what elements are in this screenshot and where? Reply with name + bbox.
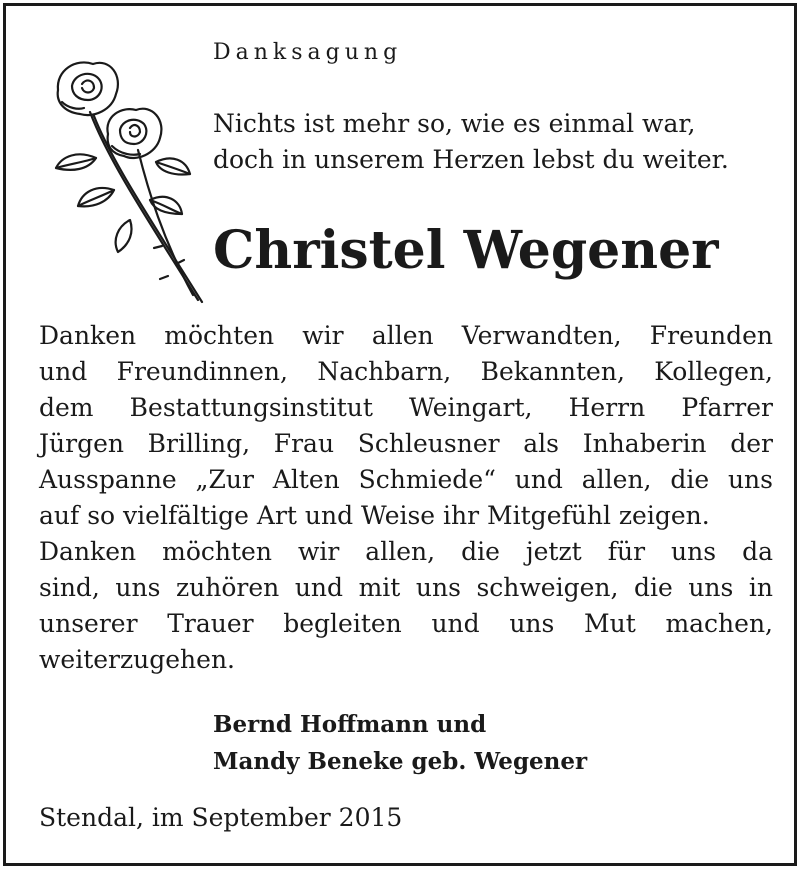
signatory-line: Bernd Hoffmann und — [213, 711, 487, 738]
verse — [213, 106, 729, 178]
text-line: dem Bestattungsinstitut Weingart, Herrn Pfarrer — [39, 393, 773, 422]
text-line: Danken möchten wir allen, die jetzt für uns da — [39, 537, 773, 566]
text-line: Ausspanne „Zur Alten Schmiede“ und allen, die uns — [39, 465, 773, 494]
text-line: unserer Trauer begleiten und uns Mut machen, — [39, 609, 773, 638]
text-line: Jürgen Brilling, Frau Schleusner als Inhaberin der — [39, 429, 773, 458]
rose-icon — [38, 50, 213, 310]
notice-heading: Danksagung — [213, 40, 403, 65]
verse-line: doch in unserem Herzen lebst du weiter. — [213, 145, 729, 174]
text-line: und Freundinnen, Nachbarn, Bekannten, Kollegen, — [39, 357, 773, 386]
signatories — [213, 706, 587, 780]
deceased-name: Christel Wegener — [213, 220, 719, 281]
text-line: weiterzugehen. — [39, 645, 235, 674]
thank-you-text — [39, 318, 773, 678]
text-line: auf so vielfältige Art und Weise ihr Mitgefühl zeigen. — [39, 501, 710, 530]
text-line: sind, uns zuhören und mit uns schweigen, die uns in — [39, 573, 773, 602]
text-line: Danken möchten wir allen Verwandten, Freunden — [39, 321, 773, 350]
verse-line: Nichts ist mehr so, wie es einmal war, — [213, 109, 696, 138]
signatory-line: Mandy Beneke geb. Wegener — [213, 748, 588, 775]
notice-frame — [3, 3, 797, 866]
place-date: Stendal, im September 2015 — [39, 803, 403, 832]
